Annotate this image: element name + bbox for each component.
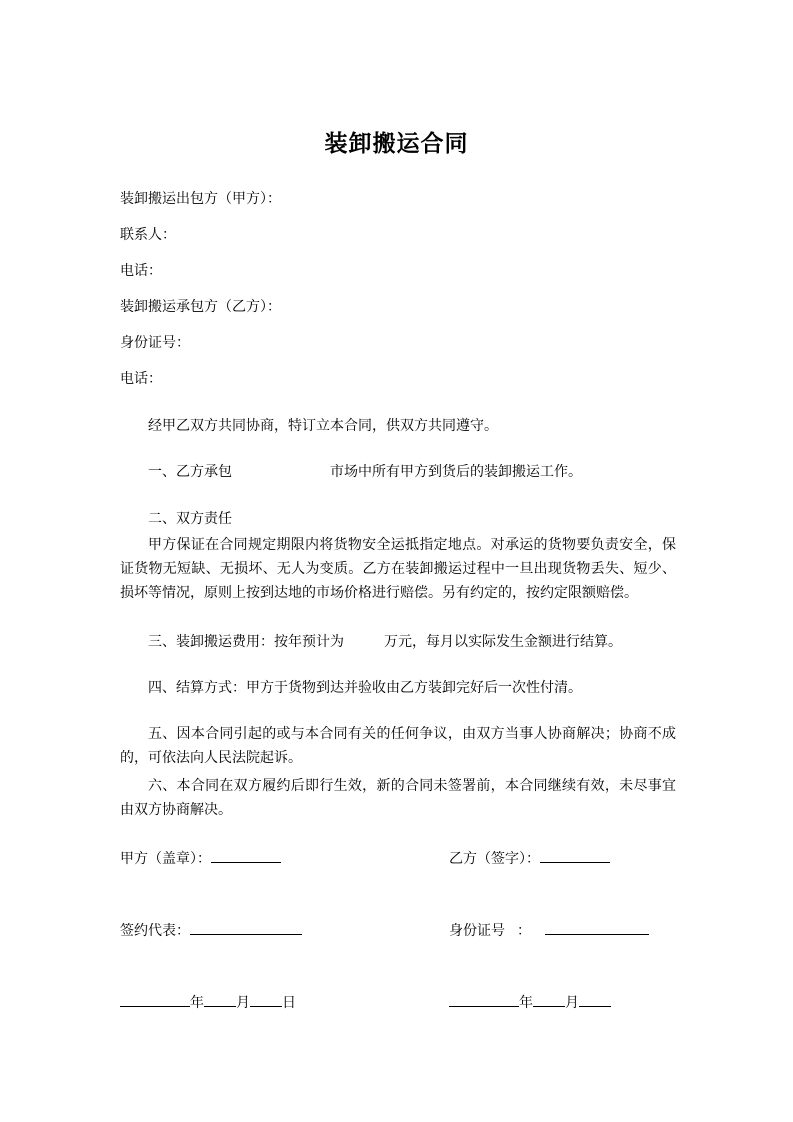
clause-2-heading: 二、双方责任 — [148, 511, 232, 527]
clause-3-prefix: 三、装卸搬运费用：按年预计为 — [148, 634, 344, 650]
date-a-year-label: 年 — [190, 995, 204, 1011]
representative-label: 签约代表： — [120, 923, 190, 939]
clause-5: 五、因本合同引起的或与本合同有关的任何争议，由双方当事人协商解决；协商不成的，可依法向人民法院起诉。 — [120, 726, 676, 766]
date-b-year-blank[interactable] — [449, 992, 519, 1007]
field-id-number: 身份证号： — [120, 335, 190, 351]
clause-3-suffix: 万元，每月以实际发生金额进行结算。 — [384, 634, 622, 650]
field-party-b: 装卸搬运承包方（乙方）： — [120, 299, 281, 315]
clause-1-prefix: 一、乙方承包 — [148, 464, 232, 480]
date-b-day-blank[interactable] — [579, 992, 611, 1007]
field-phone-a: 电话： — [120, 263, 162, 279]
id-number-blank[interactable] — [545, 920, 649, 935]
date-a-day-label: 日 — [282, 995, 296, 1011]
party-b-sign-blank[interactable] — [540, 848, 610, 863]
party-a-seal-label: 甲方（盖章）： — [120, 851, 211, 867]
field-contact: 联系人： — [120, 227, 176, 243]
id-number-label: 身份证号 — [449, 923, 505, 939]
clause-1 — [148, 462, 582, 482]
intro-paragraph: 经甲乙双方共同协商，特订立本合同，供双方共同遵守。 — [148, 418, 498, 434]
clause-4: 四、结算方式：甲方于货物到达并验收由乙方装卸完好后一次性付清。 — [148, 680, 582, 696]
representative-line — [120, 920, 302, 941]
clause-2-body: 甲方保证在合同规定期限内将货物安全运抵指定地点。对承运的货物要负责安全，保证货物无短缺、无损坏、无人为变质。乙方在装卸搬运过程中一旦出现货物丢失、短少、损坏等情况，原则上按到达地的市场价格进行赔偿。另有约定的，按约定限额赔偿。 — [120, 537, 676, 601]
party-b-sign-line — [449, 848, 610, 869]
party-b-sign-label: 乙方（签字）： — [449, 851, 540, 867]
date-b-month-blank[interactable] — [533, 992, 565, 1007]
date-a-year-blank[interactable] — [120, 992, 190, 1007]
document-title: 装卸搬运合同 — [324, 131, 469, 157]
date-b-line — [449, 992, 611, 1013]
date-b-year-label: 年 — [519, 995, 533, 1011]
clause-6: 六、本合同在双方履约后即行生效，新的合同未签署前，本合同继续有效，未尽事宜由双方协商解决。 — [120, 778, 676, 818]
representative-blank[interactable] — [190, 920, 302, 935]
id-number-line — [449, 920, 649, 941]
date-a-month-blank[interactable] — [204, 992, 236, 1007]
date-a-month-label: 月 — [236, 995, 250, 1011]
field-party-a: 装卸搬运出包方（甲方）： — [120, 191, 281, 207]
clause-1-suffix: 市场中所有甲方到货后的装卸搬运工作。 — [330, 464, 582, 480]
party-a-seal-line — [120, 848, 281, 869]
party-a-seal-blank[interactable] — [211, 848, 281, 863]
id-number-colon: ： — [517, 923, 531, 939]
date-a-line — [120, 992, 296, 1013]
field-phone-b: 电话： — [120, 371, 162, 387]
date-a-day-blank[interactable] — [250, 992, 282, 1007]
date-b-month-label: 月 — [565, 995, 579, 1011]
clause-3 — [148, 632, 622, 652]
